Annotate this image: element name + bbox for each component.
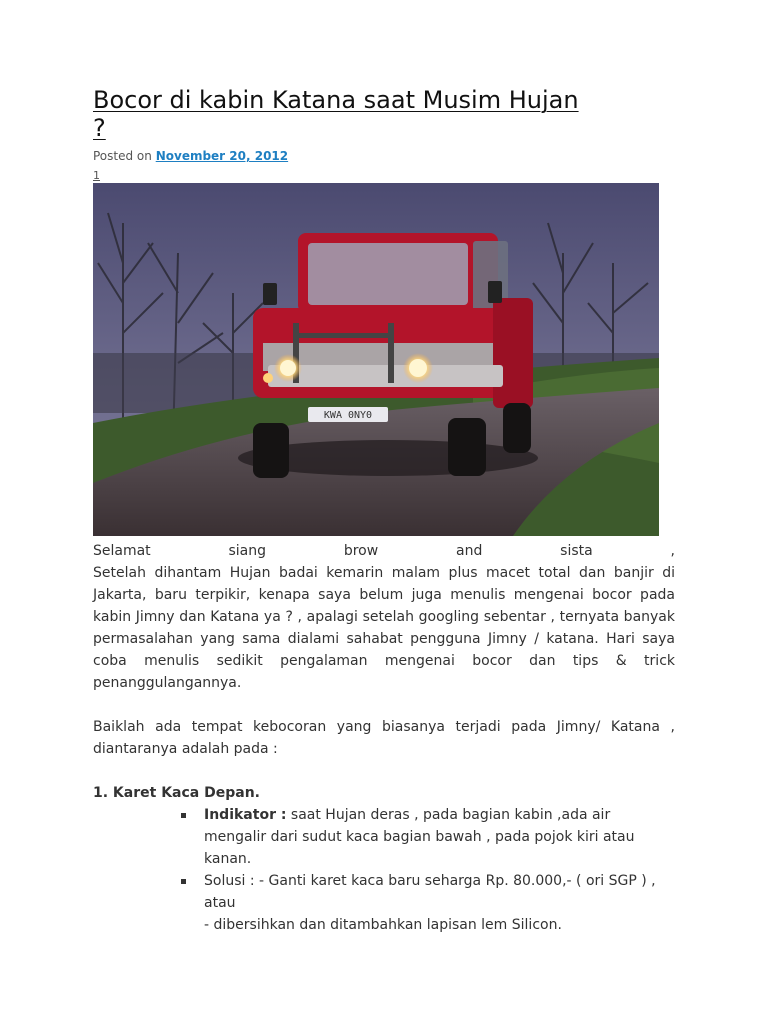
posted-on-label: Posted on [93,149,152,163]
article-body [93,540,675,936]
bullet-icon [181,879,186,884]
comment-count-link[interactable]: 1 [93,169,100,182]
greeting-word: siang [228,543,267,559]
solution-text: Solusi : - Ganti karet kaca baru seharga Rp. 80.000,- ( ori SGP ) , atau [204,873,656,911]
article [93,86,675,936]
leak-intro: Baiklah ada tempat kebocoran yang biasanya terjadi pada Jimny/ Katana , diantaranya adalah pada : [93,719,675,757]
section-list [93,804,675,936]
license-plate: KWA 0NY0 [323,410,373,421]
indicator-text: saat Hujan deras , pada bagian kabin ,ada air mengalir dari sudut kaca bagian bawah , pada pojok kiri atau kanan. [204,807,635,867]
greeting-word: brow [343,543,379,559]
indicator-label: Indikator : [204,807,287,823]
greeting-word: , [670,543,675,559]
greeting-word: sista [560,543,593,559]
greeting-word: Selamat [93,543,151,559]
post-date-link[interactable]: November 20, 2012 [155,149,289,163]
greeting-word: and [456,543,483,559]
solution-extra: - dibersihkan dan ditambahkan lapisan lem Silicon. [204,917,562,933]
intro-paragraph: Setelah dihantam Hujan badai kemarin malam plus macet total dan banjir di Jakarta, baru terpikir, kenapa saya belum juga menulis mengenai bocor pada kabin Jimny dan Katana ya ? , apalagi setelah googling sebentar , ternyata banyak permasalahan yang sama dialami sahabat pengguna Jimny / katana. Hari saya coba menulis sedikit pengalaman mengenai bocor dan tips & trick penanggulangannya. [93,565,675,691]
post-meta [93,148,675,164]
bullet-icon [181,813,186,818]
list-item [204,804,675,870]
greeting-line [93,540,675,562]
list-item [204,870,675,936]
article-photo [93,183,659,536]
article-title[interactable]: Bocor di kabin Katana saat Musim Hujan ? [93,86,579,142]
section-heading: 1. Karet Kaca Depan. [93,785,260,801]
